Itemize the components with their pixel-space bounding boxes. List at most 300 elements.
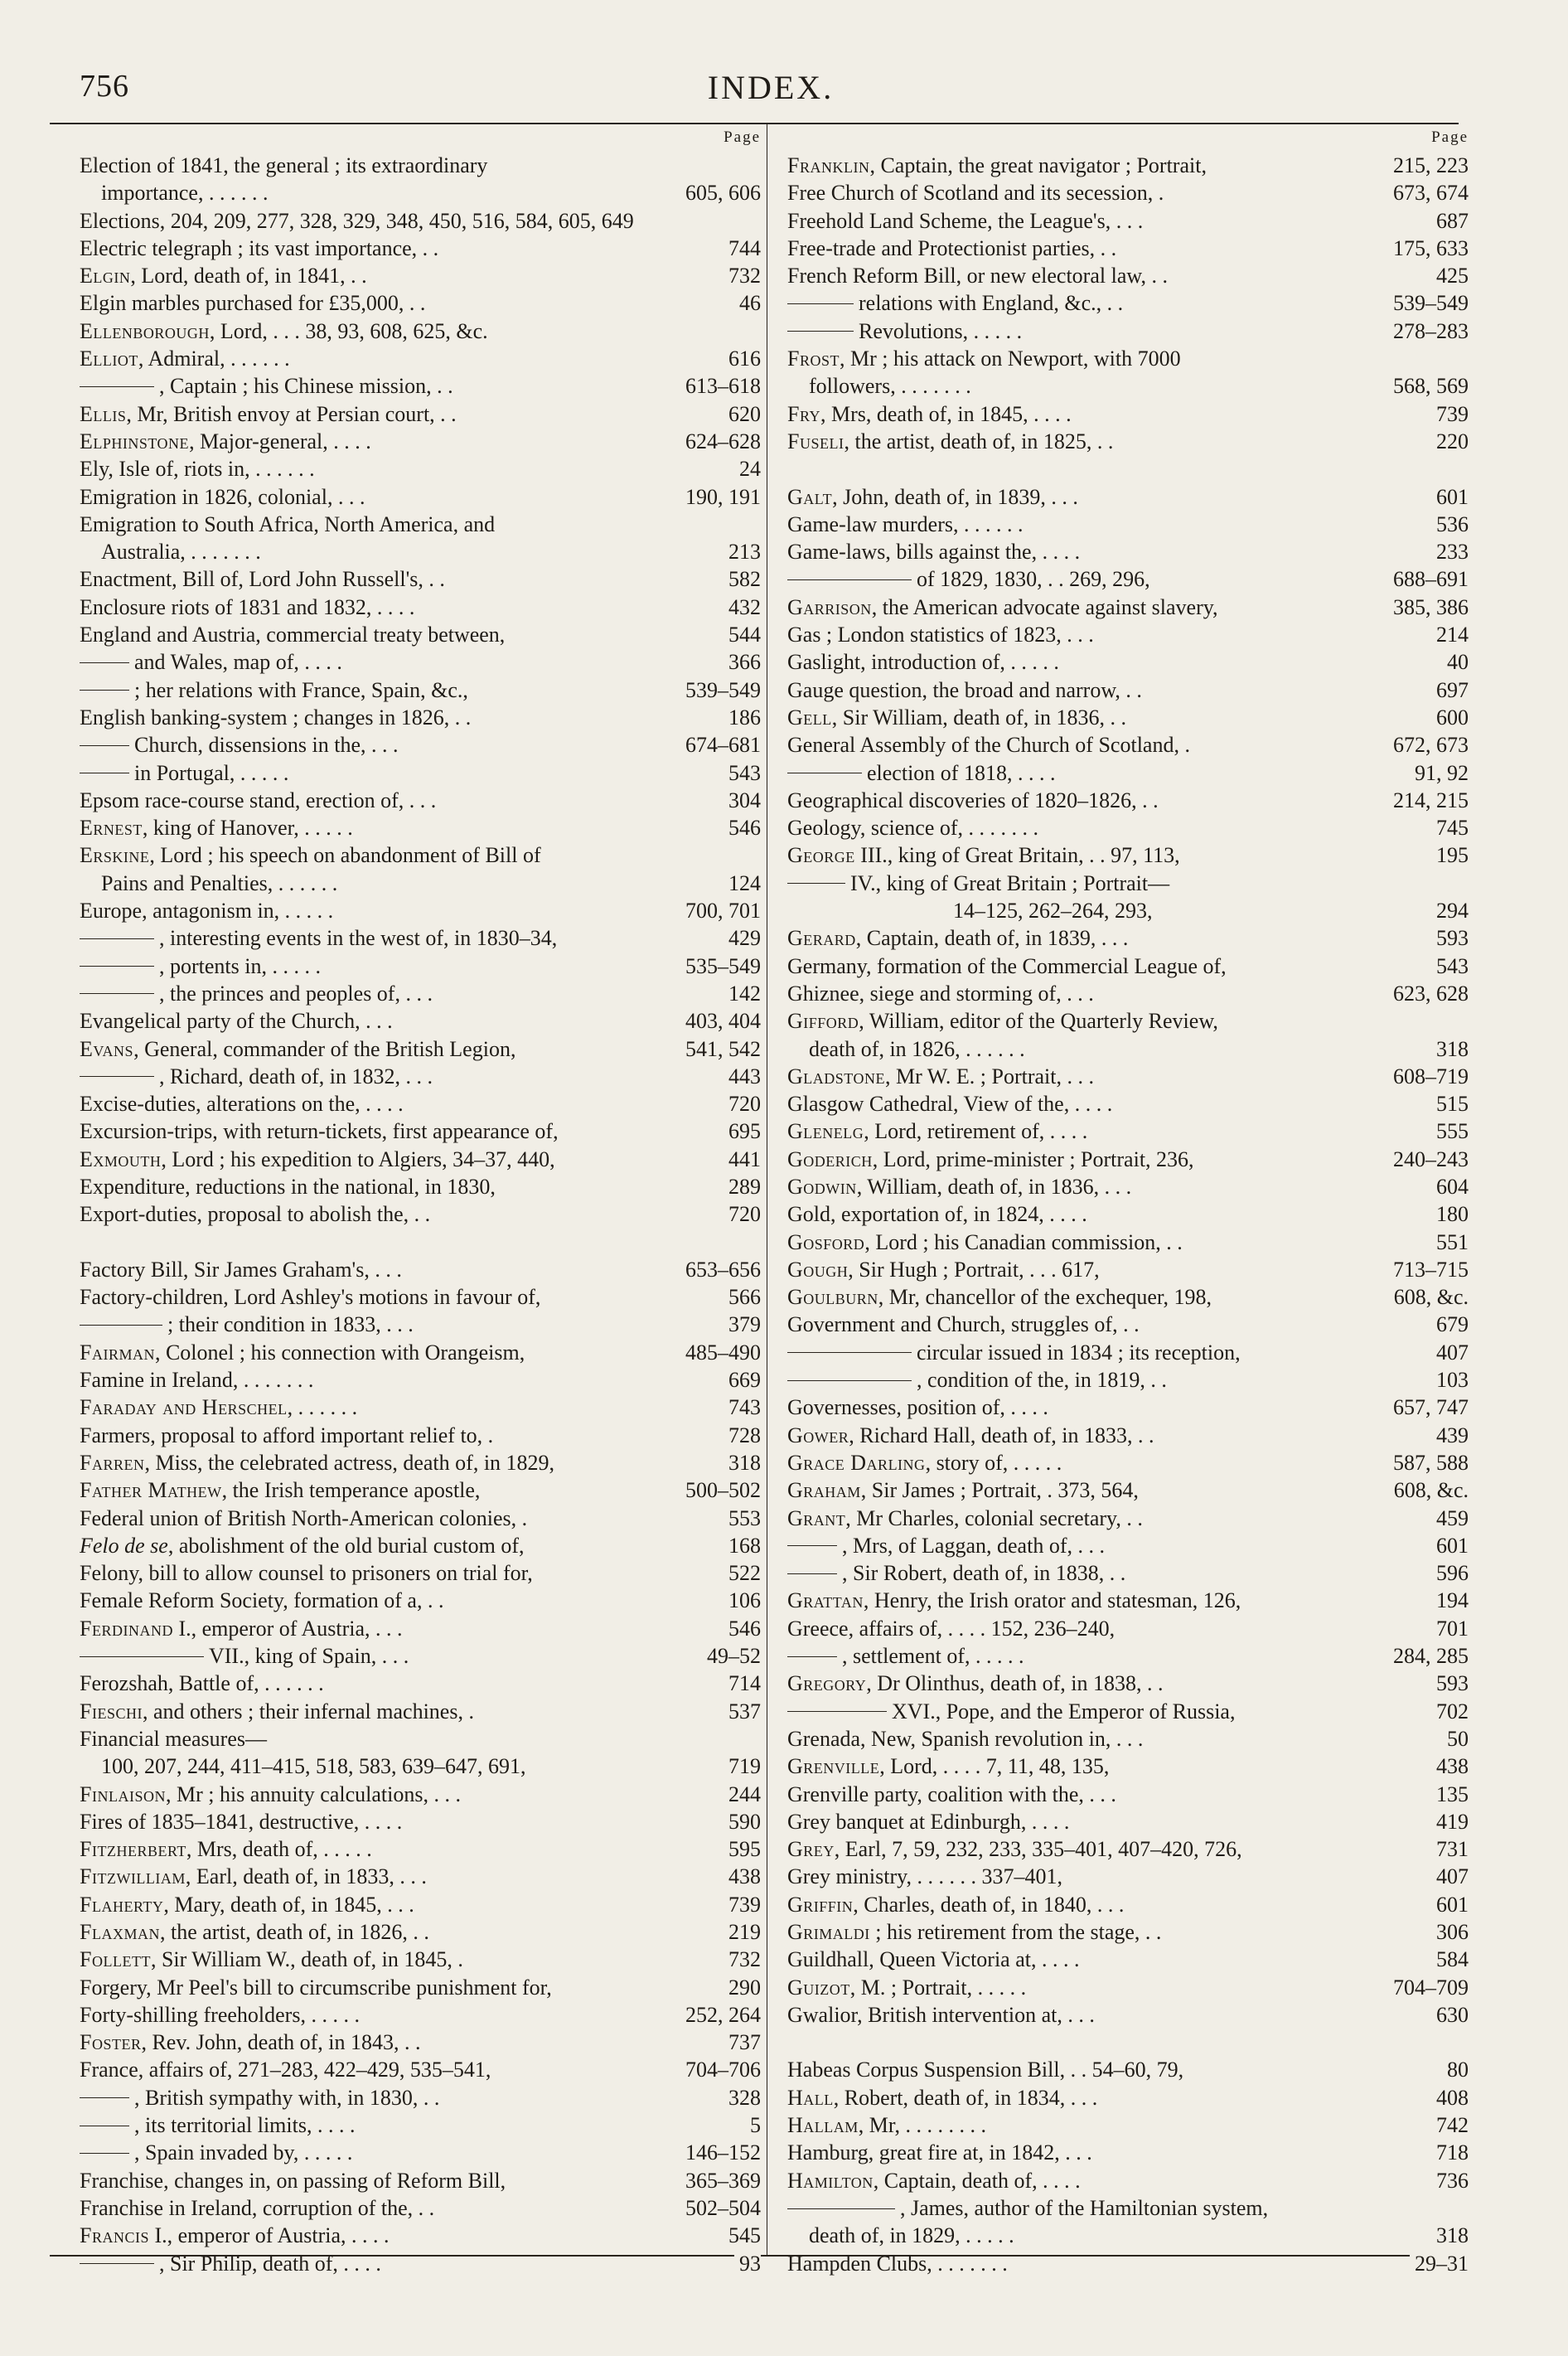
entry-pages: 630: [1431, 2001, 1469, 2029]
entry-pages: 732: [724, 262, 761, 289]
entry-pages: 535–549: [680, 953, 761, 980]
index-entry: [80, 1642, 767, 1670]
index-entry: [787, 759, 1475, 787]
entry-pages: 93: [734, 2250, 761, 2277]
entry-pages: 50: [1442, 1725, 1469, 1752]
entry-pages: 432: [724, 594, 761, 621]
entry-heading: Fuseli: [787, 429, 844, 453]
entry-text: , condition of the, in 1819, . .: [787, 1366, 1167, 1394]
index-entry: [80, 1366, 767, 1394]
entry-heading: Gregory: [787, 1671, 867, 1696]
entry-pages: 190, 191: [680, 483, 761, 511]
index-entry: [787, 2139, 1475, 2166]
entry-text: Ellis, Mr, British envoy at Persian court, . .: [80, 401, 457, 426]
entry-text: Grimaldi ; his retirement from the stage, . .: [787, 1920, 1162, 1944]
index-entry: [787, 1200, 1475, 1228]
entry-text: Fieschi, and others ; their infernal machines, .: [80, 1699, 474, 1723]
entry-heading: Gosford: [787, 1229, 865, 1254]
entry-text: Fires of 1835–1841, destructive, . . . .: [80, 1809, 403, 1834]
entry-pages: 541, 542: [680, 1035, 761, 1063]
index-entry: [787, 289, 1475, 317]
index-entry: [787, 1229, 1475, 1256]
entry-text: Fitzherbert, Mrs, death of, . . . . .: [80, 1837, 372, 1862]
index-entry: [80, 1394, 767, 1421]
entry-text: Finlaison, Mr ; his annuity calculations, . . .: [80, 1782, 461, 1806]
entry-text: , James, author of the Hamiltonian system,: [787, 2194, 1268, 2222]
ditto-rule: [787, 579, 912, 580]
index-entry: [80, 2001, 767, 2029]
entry-pages: 233: [1431, 538, 1469, 565]
index-entry: [787, 2194, 1475, 2222]
entry-pages: 732: [724, 1946, 761, 1973]
index-entry: [787, 870, 1475, 897]
index-entry: [80, 1035, 767, 1063]
entry-heading: Fitzwilliam: [80, 1864, 186, 1889]
ditto-rule: [80, 1656, 204, 1657]
entry-heading: Grant: [787, 1505, 846, 1530]
entry-pages: 704–706: [680, 2056, 761, 2083]
index-entry: [80, 1752, 767, 1780]
entry-text: Fairman, Colonel ; his connection with Orangeism,: [80, 1340, 525, 1365]
index-entry: [80, 924, 767, 952]
entry-text: George III., king of Great Britain, . . 97, 113,: [787, 843, 1180, 868]
index-entry: [80, 1173, 767, 1200]
entry-text: Revolutions, . . . . .: [787, 318, 1022, 345]
index-entry: [787, 2056, 1475, 2083]
entry-text: Elliot, Admiral, . . . . . .: [80, 347, 290, 371]
italic-term: Felo de se: [80, 1533, 168, 1558]
index-entry: [80, 2084, 767, 2111]
index-entry: [80, 1449, 767, 1476]
entry-text: Garrison, the American advocate against slavery,: [787, 594, 1218, 619]
entry-heading: Francis: [80, 2223, 149, 2248]
index-entry: [80, 1559, 767, 1587]
entry-text: Follett, Sir William W., death of, in 1845, .: [80, 1947, 463, 1972]
entry-text: Frost, Mr ; his attack on Newport, with 7000: [787, 347, 1181, 371]
index-entry: [80, 2222, 767, 2249]
index-entry: [787, 2250, 1475, 2277]
index-entry: [80, 1863, 767, 1890]
entry-heading: Exmouth: [80, 1146, 162, 1171]
entry-text: Ellenborough, Lord, . . . 38, 93, 608, 625, &c.: [80, 318, 488, 343]
index-entry: [787, 1283, 1475, 1311]
index-column-left: [80, 128, 767, 2277]
entry-pages: 403, 404: [680, 1007, 761, 1035]
entry-pages: 106: [724, 1587, 761, 1614]
entry-text: Franklin, Captain, the great navigator ; Portrait,: [787, 153, 1207, 177]
entry-text: Gosford, Lord ; his Canadian commission, . .: [787, 1229, 1183, 1254]
entry-text: election of 1818, . . . .: [787, 759, 1055, 787]
entry-pages: 385, 386: [1388, 594, 1469, 621]
index-entry: [787, 1946, 1475, 1973]
index-entry: [80, 621, 767, 648]
index-entry: [787, 179, 1475, 206]
entry-heading: Erskine: [80, 843, 150, 868]
index-entry: [80, 1090, 767, 1117]
entry-text: Grattan, Henry, the Irish orator and statesman, 126,: [787, 1588, 1241, 1613]
index-entry: [80, 400, 767, 428]
entry-heading: Griffin: [787, 1892, 854, 1917]
entry-pages: 24: [734, 455, 761, 482]
index-entry: [80, 1918, 767, 1946]
entry-pages: 290: [724, 1974, 761, 2001]
entry-heading: Fry: [787, 401, 820, 426]
ditto-rule: [787, 883, 845, 884]
section-gap: [787, 455, 1475, 482]
entry-text: Grant, Mr Charles, colonial secretary, . .: [787, 1505, 1143, 1530]
entry-text: Enclosure riots of 1831 and 1832, . . . .: [80, 594, 415, 619]
entry-pages: 582: [724, 565, 761, 593]
entry-pages: 425: [1431, 262, 1469, 289]
index-entry: [80, 897, 767, 924]
index-entry: [787, 924, 1475, 952]
entry-pages: 215, 223: [1388, 152, 1469, 179]
index-entry: [787, 1007, 1475, 1035]
entry-pages: 146–152: [680, 2139, 761, 2166]
entry-text: Goderich, Lord, prime-minister ; Portrait, 236,: [787, 1146, 1194, 1171]
entry-text: Father Mathew, the Irish temperance apostle,: [80, 1478, 481, 1503]
entry-text: Habeas Corpus Suspension Bill, . . 54–60, 79,: [787, 2058, 1184, 2082]
entry-text: Game-law murders, . . . . . .: [787, 511, 1024, 536]
entry-text: Geographical discoveries of 1820–1826, . .: [787, 788, 1159, 812]
index-entry: [80, 152, 767, 179]
entry-heading: Guizot: [787, 1975, 850, 2000]
entry-heading: Ferdinand: [80, 1616, 173, 1641]
index-entry: [80, 787, 767, 814]
entry-text: Ely, Isle of, riots in, . . . . . .: [80, 457, 315, 482]
entry-pages: 657, 747: [1388, 1394, 1469, 1421]
entry-text: Farmers, proposal to afford important relief to, .: [80, 1423, 494, 1447]
index-entry: [80, 1476, 767, 1504]
entry-pages: 214: [1431, 621, 1469, 648]
index-entry: [787, 1532, 1475, 1559]
index-entry: [787, 235, 1475, 262]
entry-heading: Evans: [80, 1036, 134, 1061]
entry-heading: Goulburn: [787, 1285, 878, 1310]
entry-text: , Captain ; his Chinese mission, . .: [80, 372, 453, 400]
entry-pages: 605, 606: [680, 179, 761, 206]
entry-heading: Gell: [787, 705, 832, 730]
entry-text: importance, . . . . . .: [101, 181, 269, 206]
ditto-rule: [787, 303, 854, 304]
entry-pages: 568, 569: [1388, 372, 1469, 400]
entry-heading: Elphinstone: [80, 429, 190, 453]
index-entry: [80, 594, 767, 621]
entry-pages: 318: [1431, 2222, 1469, 2249]
entry-pages: 278–283: [1388, 318, 1469, 345]
index-entry: [80, 1808, 767, 1835]
entry-pages: 80: [1442, 2056, 1469, 2083]
entry-text: Ghiznee, siege and storming of, . . .: [787, 981, 1094, 1006]
entry-text: Elections, 204, 209, 277, 328, 329, 348, 450, 516, 584, 605, 649: [80, 208, 634, 233]
entry-text: General Assembly of the Church of Scotland, .: [787, 733, 1190, 758]
entry-heading: Father Mathew: [80, 1478, 222, 1503]
entry-heading: George: [787, 843, 855, 868]
entry-heading: Graham: [787, 1478, 861, 1503]
page-header: [66, 63, 1475, 121]
header-rule: [50, 123, 1459, 124]
entry-pages: 595: [724, 1835, 761, 1863]
entry-pages: 306: [1431, 1918, 1469, 1946]
entry-heading: Godwin: [787, 1174, 857, 1199]
entry-text: Elgin, Lord, death of, in 1841, . .: [80, 264, 367, 288]
entry-text: Gas ; London statistics of 1823, . . .: [787, 623, 1094, 647]
entry-pages: 553: [724, 1505, 761, 1532]
entry-text: Faraday and Herschel, . . . . . .: [80, 1395, 358, 1420]
index-entry: [80, 1532, 767, 1559]
entry-text: Grenville party, coalition with the, . . .: [787, 1782, 1116, 1806]
index-entry: [80, 2139, 767, 2166]
index-entry: [787, 1090, 1475, 1117]
entry-text: , portents in, . . . . .: [80, 953, 321, 980]
entry-text: Ferozshah, Battle of, . . . . . .: [80, 1671, 324, 1696]
entry-text: Gower, Richard Hall, death of, in 1833, . .: [787, 1423, 1154, 1447]
entry-text: Grey banquet at Edinburgh, . . . .: [787, 1809, 1070, 1834]
entry-text: , Sir Robert, death of, in 1838, . .: [787, 1559, 1125, 1587]
entry-text: Electric telegraph ; its vast importance, . .: [80, 235, 439, 260]
entry-text: Export-duties, proposal to abolish the, . .: [80, 1202, 431, 1227]
entry-text: Fry, Mrs, death of, in 1845, . . . .: [787, 401, 1072, 426]
entry-heading: Ernest: [80, 816, 143, 841]
entry-pages: 695: [724, 1117, 761, 1145]
index-entry: [787, 1146, 1475, 1173]
index-entry: [787, 953, 1475, 980]
entry-pages: 720: [724, 1090, 761, 1117]
index-entry: [787, 1808, 1475, 1835]
ditto-rule: [787, 2208, 895, 2209]
index-entry: [787, 1256, 1475, 1283]
entry-pages: 743: [724, 1394, 761, 1421]
entry-text: Election of 1841, the general ; its extraordinary: [80, 153, 488, 177]
ditto-rule: [80, 2097, 129, 2098]
index-entry: [787, 1173, 1475, 1200]
entry-text: Grenville, Lord, . . . . 7, 11, 48, 135,: [787, 1754, 1110, 1779]
entry-text: Government and Church, struggles of, . .: [787, 1312, 1140, 1337]
entry-pages: 679: [1431, 1311, 1469, 1338]
index-entry: [787, 704, 1475, 731]
entry-text: Free-trade and Protectionist parties, . .: [787, 235, 1117, 260]
ditto-rule: [787, 1573, 837, 1574]
index-entry: [787, 814, 1475, 841]
entry-pages: 195: [1431, 841, 1469, 869]
entry-text: Guizot, M. ; Portrait, . . . . .: [787, 1975, 1027, 2000]
index-entry: [787, 2167, 1475, 2194]
index-entry: [787, 207, 1475, 235]
entry-text: Game-laws, bills against the, . . . .: [787, 540, 1081, 565]
entry-pages: 742: [1431, 2111, 1469, 2139]
entry-text: of 1829, 1830, . . 269, 296,: [787, 565, 1150, 593]
entry-pages: 731: [1431, 1835, 1469, 1863]
entry-pages: 142: [724, 980, 761, 1007]
entry-pages: 539–549: [1388, 289, 1469, 317]
entry-pages: 219: [724, 1918, 761, 1946]
entry-pages: 419: [1431, 1808, 1469, 1835]
ditto-rule: [80, 1076, 154, 1077]
entry-text: Felo de se, abolishment of the old burial custom of,: [80, 1533, 525, 1558]
entry-pages: 551: [1431, 1229, 1469, 1256]
ditto-rule: [80, 745, 129, 746]
entry-heading: Elgin: [80, 264, 131, 288]
entry-text: ; their condition in 1833, . . .: [80, 1311, 414, 1338]
entry-text: Elgin marbles purchased for £35,000, . .: [80, 291, 426, 316]
entry-text: Hall, Robert, death of, in 1834, . . .: [787, 2085, 1098, 2110]
entry-text: Glenelg, Lord, retirement of, . . . .: [787, 1119, 1088, 1144]
index-entry: [80, 1063, 767, 1090]
entry-heading: Flaherty: [80, 1892, 164, 1917]
index-entry: [80, 841, 767, 869]
index-entry: [787, 1974, 1475, 2001]
entry-heading: Garrison: [787, 594, 872, 619]
index-entry: [80, 483, 767, 511]
index-entry: [787, 345, 1475, 372]
entry-pages: 737: [724, 2029, 761, 2056]
entry-text: Gladstone, Mr W. E. ; Portrait, . . .: [787, 1064, 1095, 1088]
entry-pages: 543: [1431, 953, 1469, 980]
index-entry: [787, 1505, 1475, 1532]
index-entry: [787, 318, 1475, 345]
entry-pages: 544: [724, 621, 761, 648]
entry-text: Grey, Earl, 7, 59, 232, 233, 335–401, 407–420, 726,: [787, 1837, 1242, 1862]
entry-text: Galt, John, death of, in 1839, . . .: [787, 484, 1078, 509]
entry-text: Governesses, position of, . . . .: [787, 1395, 1048, 1420]
index-entry: [80, 538, 767, 565]
index-entry: [80, 179, 767, 206]
entry-text: Freehold Land Scheme, the League's, . . .: [787, 208, 1144, 233]
entry-pages: 537: [724, 1698, 761, 1725]
entry-pages: 613–618: [680, 372, 761, 400]
index-entry: [80, 1587, 767, 1614]
index-entry: [80, 953, 767, 980]
entry-text: Emigration to South Africa, North America, and: [80, 511, 496, 536]
index-entry: [80, 1891, 767, 1918]
entry-text: Farren, Miss, the celebrated actress, death of, in 1829,: [80, 1450, 555, 1475]
index-entry: [80, 235, 767, 262]
entry-pages: 739: [724, 1891, 761, 1918]
entry-pages: 601: [1431, 483, 1469, 511]
entry-pages: 289: [724, 1173, 761, 1200]
entry-heading: Goderich: [787, 1146, 873, 1171]
entry-text: Goulburn, Mr, chancellor of the exchequer, 198,: [787, 1285, 1212, 1310]
entry-text: Gregory, Dr Olinthus, death of, in 1838, . .: [787, 1671, 1164, 1696]
entry-text: Gaslight, introduction of, . . . . .: [787, 650, 1059, 675]
entry-pages: 408: [1431, 2084, 1469, 2111]
entry-pages: 441: [724, 1146, 761, 1173]
page-title: INDEX.: [707, 69, 835, 106]
index-entry: [80, 565, 767, 593]
entry-pages: 702: [1431, 1698, 1469, 1725]
entry-text: Gough, Sir Hugh ; Portrait, . . . 617,: [787, 1257, 1100, 1282]
index-entry: [80, 1256, 767, 1283]
index-entry: [80, 1146, 767, 1173]
index-entry: [80, 1422, 767, 1449]
index-entry: [80, 704, 767, 731]
index-entry: [80, 372, 767, 400]
entry-pages: 620: [724, 400, 761, 428]
entry-pages: 697: [1431, 676, 1469, 704]
entry-heading: Finlaison: [80, 1782, 166, 1806]
entry-text: Forty-shilling freeholders, . . . . .: [80, 2002, 360, 2027]
entry-pages: 543: [724, 759, 761, 787]
entry-pages: 604: [1431, 1173, 1469, 1200]
index-entry: [787, 1891, 1475, 1918]
entry-pages: 29–31: [1410, 2250, 1469, 2277]
ditto-rule: [787, 1380, 912, 1381]
entry-text: Epsom race-course stand, erection of, . . .: [80, 788, 437, 812]
index-entry: [787, 897, 1475, 924]
entry-pages: 240–243: [1388, 1146, 1469, 1173]
entry-pages: 485–490: [680, 1339, 761, 1366]
entry-pages: 669: [724, 1366, 761, 1394]
entry-pages: 46: [734, 289, 761, 317]
entry-pages: 714: [724, 1670, 761, 1697]
entry-text: Gwalior, British intervention at, . . .: [787, 2002, 1095, 2027]
index-entry: [80, 428, 767, 455]
index-column-right: [787, 128, 1475, 2277]
entry-text: death of, in 1829, . . . . .: [809, 2223, 1014, 2248]
entry-pages: 5: [745, 2111, 761, 2139]
entry-text: Europe, antagonism in, . . . . .: [80, 899, 334, 923]
index-entry: [80, 262, 767, 289]
index-entry: [787, 1918, 1475, 1946]
ditto-rule: [80, 2263, 154, 2264]
index-entry: [787, 1476, 1475, 1504]
entry-heading: Hallam: [787, 2113, 859, 2138]
ditto-rule: [80, 2153, 129, 2154]
index-entry: [80, 1117, 767, 1145]
index-entry: [787, 1422, 1475, 1449]
index-entries-left: [80, 152, 767, 2277]
entry-pages: 194: [1431, 1587, 1469, 1614]
entry-text: Gell, Sir William, death of, in 1836, . .: [787, 705, 1126, 730]
entry-text: , British sympathy with, in 1830, . .: [80, 2084, 439, 2111]
index-entry: [80, 1311, 767, 1338]
entry-pages: 366: [724, 648, 761, 676]
entry-pages: 744: [724, 235, 761, 262]
entry-heading: Grattan: [787, 1588, 864, 1613]
entry-text: , Mrs, of Laggan, death of, . . .: [787, 1532, 1105, 1559]
entry-pages: 407: [1431, 1863, 1469, 1890]
entry-pages: 546: [724, 1615, 761, 1642]
entry-text: England and Austria, commercial treaty between,: [80, 623, 506, 647]
entry-text: , Sir Philip, death of, . . . .: [80, 2250, 381, 2277]
entry-pages: 379: [724, 1311, 761, 1338]
entry-pages: 736: [1431, 2167, 1469, 2194]
index-entry: [80, 2194, 767, 2222]
index-entry: [787, 511, 1475, 538]
entry-pages: 135: [1431, 1781, 1469, 1808]
index-entry: [787, 262, 1475, 289]
entry-text: Ferdinand I., emperor of Austria, . . .: [80, 1616, 403, 1641]
entry-text: , Spain invaded by, . . . . .: [80, 2139, 352, 2166]
entry-text: Factory Bill, Sir James Graham's, . . .: [80, 1257, 402, 1282]
index-entry: [80, 1670, 767, 1697]
index-entry: [787, 1835, 1475, 1863]
ditto-rule: [80, 966, 154, 967]
entry-text: English banking-system ; changes in 1826, . .: [80, 705, 472, 730]
entry-pages: 719: [724, 1752, 761, 1780]
entry-text: Foster, Rev. John, death of, in 1843, . .: [80, 2030, 421, 2055]
entry-pages: 616: [724, 345, 761, 372]
entry-text: Fuseli, the artist, death of, in 1825, . .: [787, 429, 1114, 453]
entry-heading: Foster: [80, 2030, 142, 2055]
index-entry: [787, 1698, 1475, 1725]
entry-pages: 674–681: [680, 731, 761, 759]
entry-pages: 596: [1431, 1559, 1469, 1587]
entry-pages: 214, 215: [1388, 787, 1469, 814]
index-entry: [787, 372, 1475, 400]
entry-heading: Flaxman: [80, 1920, 160, 1944]
entry-heading: Glenelg: [787, 1119, 864, 1144]
